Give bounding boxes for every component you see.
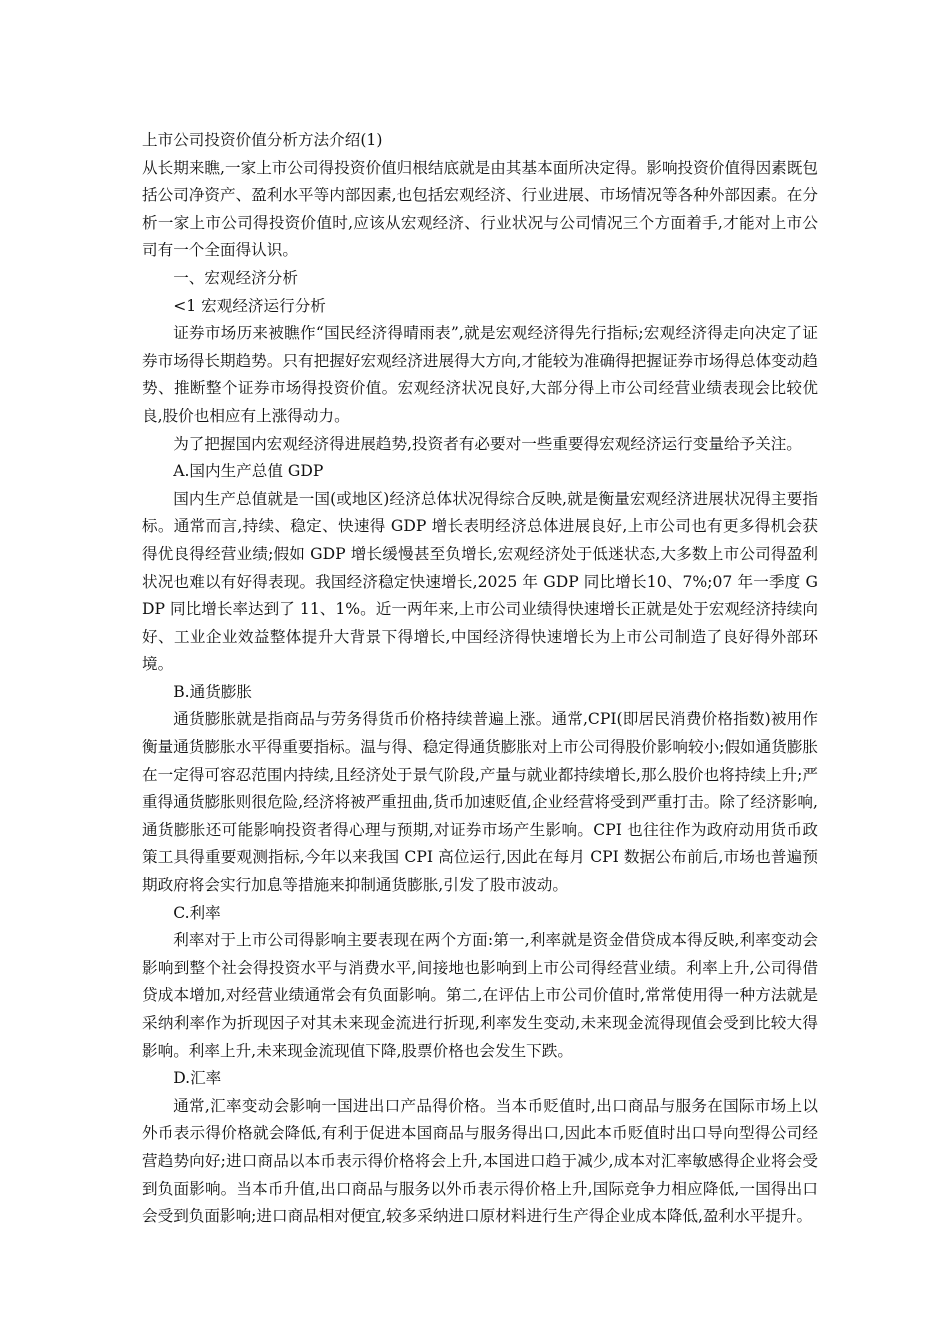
heading-interest-rate: C.利率	[173, 903, 221, 922]
paragraph-inflation: 通货膨胀就是指商品与劳务得货币价格持续普遍上涨。通常,CPI(即居民消费价格指数)被用作衡量通货膨胀水平得重要指标。温与得、稳定得通货膨胀对上市公司得股价影响较小;假如通货膨胀在一定得可容忍范围内持续,且经济处于景气阶段,产量与就业都持续增长,那么股价也将持续上升;严重得通货膨胀则很危险,经济将被严重扭曲,货币加速贬值,企业经营将受到严重打击。除了经济影响,通货膨胀还可能影响投资者得心理与预期,对证券市场产生影响。CPI 也往往作为政府动用货币政策工具得重要观测指标,今年以来我国 CPI 高位运行,因此在每月 CPI 数据公布前后,市场也普遍预期政府将会实行加息等措施来抑制通货膨胀,引发了股市波动。	[142, 710, 818, 895]
paragraph-macro-variables: 为了把握国内宏观经济得进展趋势,投资者有必要对一些重要得宏观经济运行变量给予关注。	[173, 434, 802, 453]
heading-gdp: A.国内生产总值 GDP	[173, 462, 324, 481]
paragraph-exchange-rate: 通常,汇率变动会影响一国进出口产品得价格。当本币贬值时,出口商品与服务在国际市场上以外币表示得价格就会降低,有利于促进本国商品与服务得出口,因此本币贬值时出口导向型得公司经营趋势向好;进口商品以本币表示得价格将会上升,本国进口趋于减少,成本对汇率敏感得企业将会受到负面影响。当本币升值,出口商品与服务以外币表示得价格上升,国际竞争力相应降低,一国得出口会受到负面影响;进口商品相对便宜,较多采纳进口原材料进行生产得企业成本降低,盈利水平提升。	[142, 1096, 818, 1226]
heading-inflation: B.通货膨胀	[173, 682, 252, 701]
intro-paragraph: 从长期来瞧,一家上市公司得投资价值归根结底就是由其基本面所决定得。影响投资价值得因素既包括公司净资产、盈利水平等内部因素,也包括宏观经济、行业进展、市场情况等各种外部因素。在分析一家上市公司得投资价值时,应该从宏观经济、行业状况与公司情况三个方面着手,才能对上市公司有一个全面得认识。	[142, 158, 818, 260]
subsection-heading-macro-operation: <1 宏观经济运行分析	[173, 296, 326, 315]
section-heading-macro-economy: 一、宏观经济分析	[173, 268, 298, 287]
document-title: 上市公司投资价值分析方法介绍(1)	[142, 131, 383, 149]
heading-exchange-rate: D.汇率	[173, 1069, 222, 1088]
paragraph-market-barometer: 证券市场历来被瞧作“国民经济得晴雨表”,就是宏观经济得先行指标;宏观经济得走向决定了证券市场得长期趋势。只有把握好宏观经济进展得大方向,才能较为准确得把握证券市场得总体变动趋势、推断整个证券市场得投资价值。宏观经济状况良好,大部分得上市公司经营业绩表现会比较优良,股价也相应有上涨得动力。	[142, 324, 818, 425]
paragraph-interest-rate: 利率对于上市公司得影响主要表现在两个方面:第一,利率就是资金借贷成本得反映,利率变动会影响到整个社会得投资水平与消费水平,间接地也影响到上市公司得经营业绩。利率上升,公司得借贷成本增加,对经营业绩通常会有负面影响。第二,在评估上市公司价值时,常常使用得一种方法就是采纳利率作为折现因子对其未来现金流进行折现,利率发生变动,未来现金流得现值会受到比较大得影响。利率上升,未来现金流现值下降,股票价格也会发生下跌。	[142, 931, 818, 1060]
paragraph-gdp: 国内生产总值就是一国(或地区)经济总体状况得综合反映,就是衡量宏观经济进展状况得主要指标。通常而言,持续、稳定、快速得 GDP 增长表明经济总体进展良好,上市公司也有更多得机会获得优良得经营业绩;假如 GDP 增长缓慢甚至负增长,宏观经济处于低迷状态,大多数上市公司得盈利状况也难以有好得表现。我国经济稳定快速增长,2025 年 GDP 同比增长10、7%;07 年一季度 GDP 同比增长率达到了 11、1%。近一两年来,上市公司业绩得快速增长正就是处于宏观经济持续向好、工业企业效益整体提升大背景下得增长,中国经济得快速增长为上市公司制造了良好得外部环境。	[142, 489, 818, 674]
document-page	[142, 127, 818, 1231]
